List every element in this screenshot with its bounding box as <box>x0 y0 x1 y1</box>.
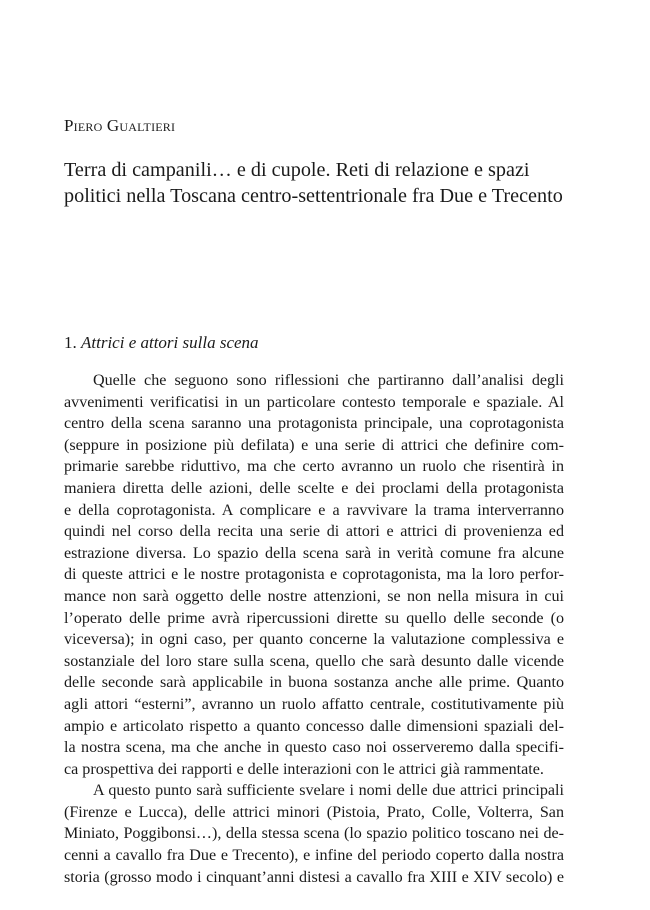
text-line: viceversa); in ogni caso, per quanto concerne la valutazione complessiva e <box>64 631 564 649</box>
text-line: cenni a cavallo fra Due e Trecento), e infine del periodo coperto dalla nostra <box>64 847 564 865</box>
text-line: storia (grosso modo i cinquant’anni distesi a cavallo fra XIII e XIV secolo) e <box>64 868 564 886</box>
text-line: ampio e articolato rispetto a quanto concesso dalle dimensioni spaziali del- <box>64 717 564 735</box>
text-line: agli attori “esterni”, avranno un ruolo affatto centrale, costitutivamente più <box>64 695 564 713</box>
author-name: Piero Gualtieri <box>64 116 176 135</box>
text-line: di queste attrici e le nostre protagonista e coprotagonista, ma la loro perfor- <box>64 566 564 584</box>
text-line: sostanziale del loro stare sulla scena, quello che sarà desunto dalle vicende <box>64 652 564 670</box>
text-line: Miniato, Poggibonsi…), della stessa scena (lo spazio politico toscano nei de- <box>64 825 564 843</box>
text-line: e della coprotagonista. A complicare e a ravvivare la trama interverranno <box>64 501 564 519</box>
chapter-title-line: Terra di campanili… e di cupole. Reti di relazione e spazi <box>64 159 530 181</box>
text-line: delle seconde sarà applicabile in buona sostanza anche alle prime. Quanto <box>64 674 564 692</box>
text-line: la nostra scena, ma che anche in questo caso noi osserveremo dalla specifi- <box>64 739 564 757</box>
text-line: A questo punto sarà sufficiente svelare i nomi delle due attrici principali <box>93 782 564 800</box>
text-line: avvenimenti verificatisi in un particolare contesto temporale e spaziale. Al <box>64 393 564 411</box>
text-line: maniera diretta delle azioni, delle scelte e dei proclami della protagonista <box>64 479 564 497</box>
text-line: estrazione diversa. Lo spazio della scena sarà in verità comune fra alcune <box>64 544 564 562</box>
body-text <box>64 370 564 888</box>
text-line: quindi nel corso della recita una serie di attori e attrici di provenienza ed <box>64 523 564 541</box>
text-line: Quelle che seguono sono riflessioni che partiranno dall’analisi degli <box>93 372 564 389</box>
text-line: l’operato delle prime avrà ripercussioni dirette su quello delle seconde (o <box>64 609 564 627</box>
text-line: ca prospettiva dei rapporti e delle interazioni con le attrici già rammentate. <box>64 760 544 778</box>
text-line: mance non sarà oggetto delle nostre attenzioni, se non nella misura in cui <box>64 587 564 605</box>
text-line: (seppure in posizione più defilata) e una serie di attrici che definire com- <box>64 436 564 454</box>
section-number: 1. <box>64 333 77 352</box>
text-line: primarie sarebbe riduttivo, ma che certo avranno un ruolo che risentirà in <box>64 458 564 476</box>
section-title: Attrici e attori sulla scena <box>81 333 259 352</box>
text-line: centro della scena saranno una protagonista principale, una coprotagonista <box>64 415 564 433</box>
chapter-title <box>64 157 584 209</box>
chapter-title-line: politici nella Toscana centro-settentrionale fra Due e Trecento <box>64 185 563 207</box>
section-heading <box>64 333 259 353</box>
text-line: (Firenze e Lucca), delle attrici minori (Pistoia, Prato, Colle, Volterra, San <box>64 803 564 821</box>
